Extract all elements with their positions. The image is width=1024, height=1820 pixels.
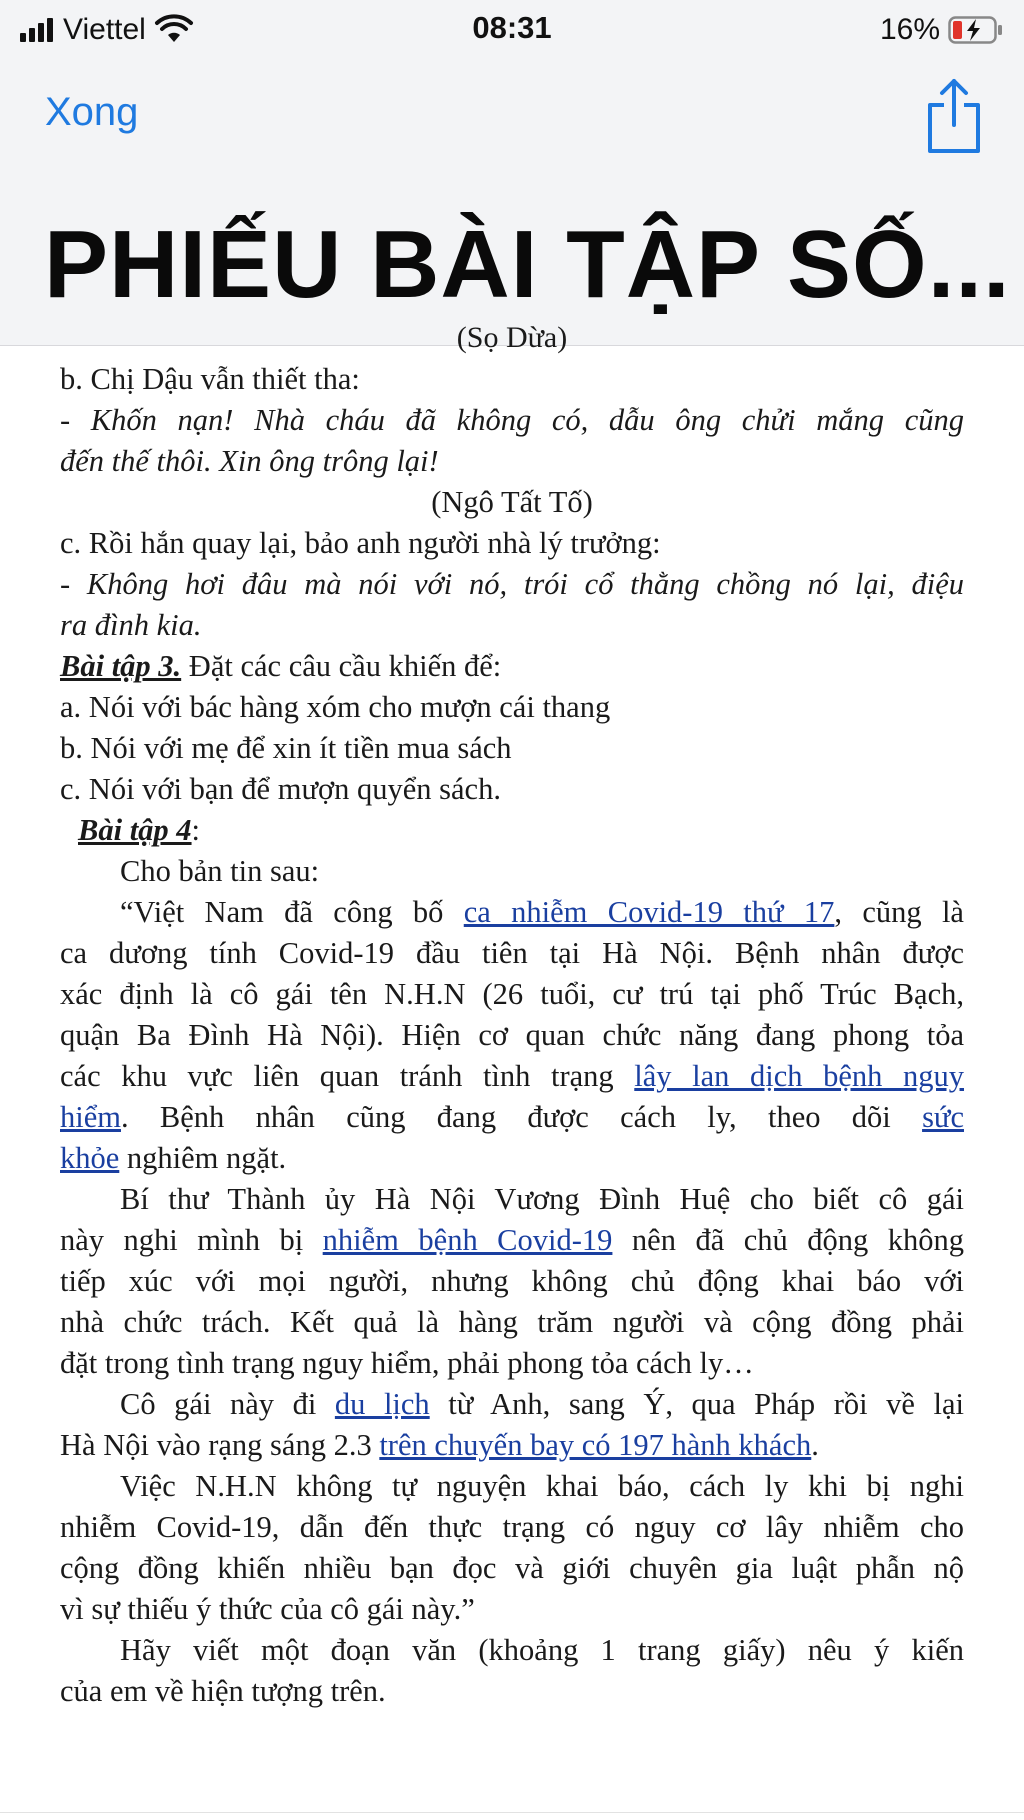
- done-button[interactable]: Xong: [45, 90, 139, 134]
- battery-percent: 16%: [879, 13, 940, 46]
- ex4-p1-line: [60, 1138, 964, 1179]
- share-icon[interactable]: [926, 75, 982, 155]
- ex4-p4-line: Việc N.H.N không tự nguyện khai báo, cách ly khi bị nghi: [120, 1469, 964, 1503]
- ex2c-quote-line: ra đình kia.: [60, 608, 202, 642]
- ex4-heading: [60, 810, 964, 851]
- ex3-item: c. Nói với bạn để mượn quyển sách.: [60, 772, 501, 806]
- ex3-item: b. Nói với mẹ để xin ít tiền mua sách: [60, 731, 512, 765]
- ex4-task-line: Hãy viết một đoạn văn (khoảng 1 trang giấy) nêu ý kiến: [120, 1633, 964, 1667]
- text-span: Cô gái này đi: [120, 1387, 335, 1421]
- ex4-p2-line: nhà chức trách. Kết quả là hàng trăm người và cộng đồng phải: [60, 1305, 964, 1339]
- ex4-p1-line: [60, 1056, 964, 1097]
- text-span: từ Anh, sang Ý, qua Pháp rồi về lại: [429, 1387, 964, 1421]
- link-chuyen-bay[interactable]: trên chuyến bay có 197 hành khách: [379, 1428, 812, 1462]
- ex4-p1-line: [60, 892, 964, 933]
- link-ca-nhiem[interactable]: ca nhiễm Covid-19 thứ 17: [463, 895, 835, 929]
- ex4-p2-line: tiếp xúc với mọi người, nhưng không chủ động khai báo với: [60, 1264, 964, 1298]
- ex2b-quote-line: đến thế thôi. Xin ông trông lại!: [60, 444, 439, 478]
- text-span: “Việt Nam đã công bố: [120, 895, 464, 929]
- ex3-title-rest: Đặt các câu cầu khiến để:: [181, 649, 502, 683]
- battery-charging-icon: [948, 16, 1004, 44]
- text-span: Hà Nội vào rạng sáng 2.3: [60, 1428, 380, 1462]
- document-viewer-header: [0, 0, 1024, 346]
- link-nhiem-benh[interactable]: nhiễm bệnh Covid-19: [322, 1223, 613, 1257]
- link-hiem[interactable]: hiểm: [60, 1100, 121, 1134]
- text-span: . Bệnh nhân cũng đang được cách ly, theo dõi: [121, 1100, 923, 1134]
- text-span: này nghi mình bị: [60, 1223, 323, 1257]
- ex4-p4-line: vì sự thiếu ý thức của cô gái này.”: [60, 1592, 475, 1626]
- link-du-lich[interactable]: du lịch: [334, 1387, 430, 1421]
- document-page: [60, 321, 965, 1775]
- status-bar: [0, 0, 1024, 62]
- text-span: , cũng là: [834, 895, 964, 929]
- ex4-task-line: của em về hiện tượng trên.: [60, 1674, 386, 1708]
- ex4-p3-line: [60, 1384, 964, 1425]
- carrier-name: Viettel: [63, 13, 146, 46]
- ex2b-line: b. Chị Dậu vẫn thiết tha:: [60, 362, 360, 396]
- ex4-p1-line: ca dương tính Covid-19 đầu tiên tại Hà Nội. Bệnh nhân được: [60, 936, 964, 970]
- ex2c-quote-line: - Không hơi đâu mà nói với nó, trói cổ thằng chồng nó lại, điệu: [60, 567, 964, 601]
- link-lay-lan[interactable]: lây lan dịch bệnh nguy: [634, 1059, 964, 1093]
- ex2b-quote-line: - Khốn nạn! Nhà cháu đã không có, dẫu ông chửi mắng cũng: [60, 403, 964, 437]
- ex4-p3-line: [60, 1425, 964, 1466]
- link-khoe[interactable]: khỏe: [60, 1141, 120, 1175]
- text-span: nghiêm ngặt.: [119, 1141, 287, 1175]
- ex4-p2-line: [60, 1220, 964, 1261]
- text-span: nên đã chủ động không: [612, 1223, 965, 1257]
- document-title: PHIẾU BÀI TẬP SỐ...: [44, 211, 1011, 318]
- bottom-divider: [0, 1812, 1024, 1813]
- ex4-title-colon: :: [191, 813, 201, 847]
- text-span: các khu vực liên quan tránh tình trạng: [60, 1059, 635, 1093]
- partial-line-top: (Sọ Dừa): [456, 321, 568, 354]
- ex2c-line: c. Rồi hắn quay lại, bảo anh người nhà lý trưởng:: [60, 526, 661, 560]
- ex4-title: Bài tập 4: [78, 813, 192, 847]
- ex3-title: Bài tập 3.: [60, 649, 182, 683]
- ex4-intro: Cho bản tin sau:: [120, 854, 320, 888]
- ex4-p4-line: nhiễm Covid-19, dẫn đến thực trạng có nguy cơ lây nhiễm cho: [60, 1510, 964, 1544]
- ex3-item: a. Nói với bác hàng xóm cho mượn cái thang: [60, 690, 611, 724]
- ex4-p2-line: đặt trong tình trạng nguy hiểm, phải phong tỏa cách ly…: [60, 1346, 754, 1380]
- ex4-p2-line: Bí thư Thành ủy Hà Nội Vương Đình Huệ cho biết cô gái: [120, 1182, 964, 1216]
- status-time: 08:31: [472, 10, 552, 45]
- ex4-p4-line: cộng đồng khiến nhiều bạn đọc và giới chuyên gia luật phẫn nộ: [60, 1551, 964, 1585]
- ex4-p1-line: [60, 1097, 964, 1138]
- ex4-p1-line: xác định là cô gái tên N.H.N (26 tuổi, cư trú tại phố Trúc Bạch,: [60, 977, 964, 1011]
- link-suc[interactable]: sức: [922, 1100, 964, 1134]
- text-span: .: [811, 1428, 819, 1462]
- battery-group: [880, 12, 1004, 48]
- ex3-heading: [60, 646, 964, 687]
- ex2b-source: (Ngô Tất Tố): [431, 485, 593, 519]
- ex4-p1-line: quận Ba Đình Hà Nội). Hiện cơ quan chức năng đang phong tỏa: [60, 1018, 964, 1052]
